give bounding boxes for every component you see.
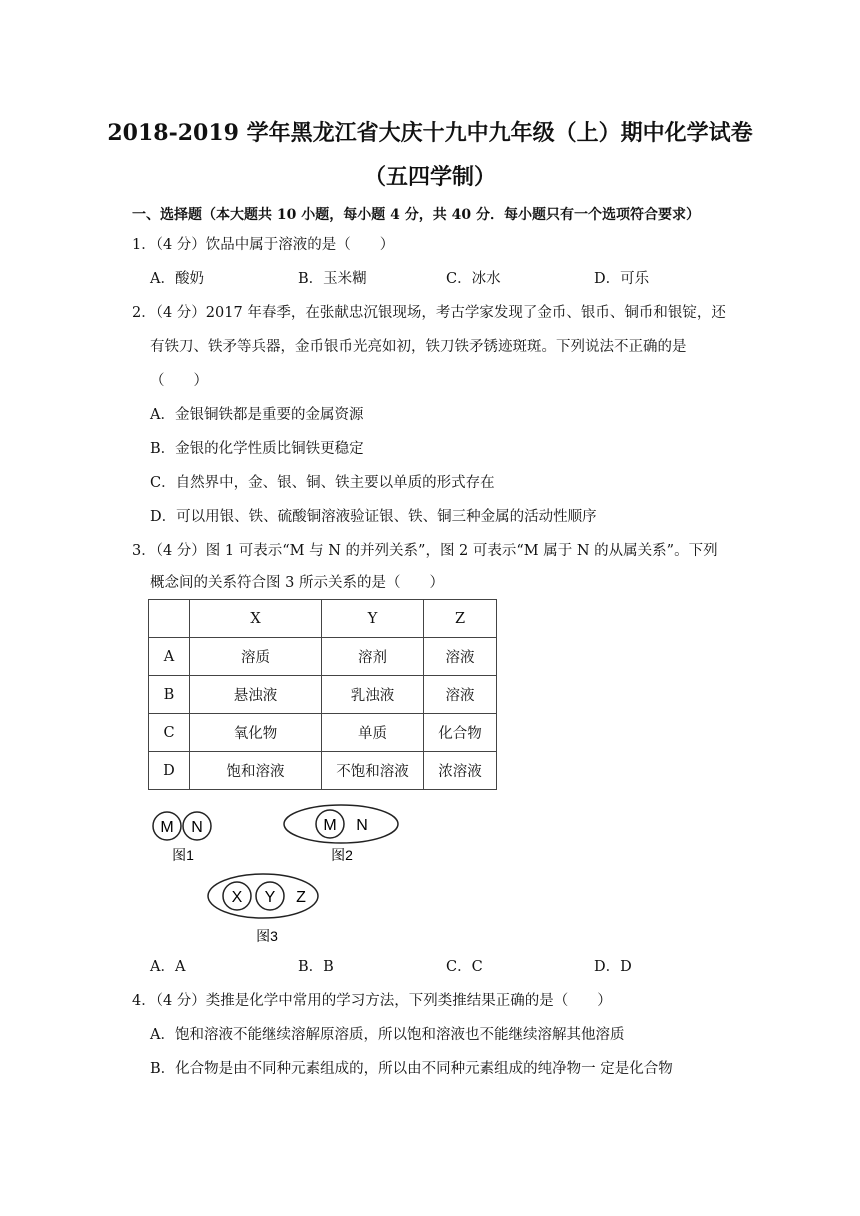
figure-3	[208, 874, 318, 944]
fig3-label-x: X	[231, 889, 243, 906]
fig1-caption: 图1	[172, 847, 194, 863]
table-cell: 乳浊液	[322, 676, 424, 714]
q1-option-c: C．冰水	[446, 271, 501, 287]
table-cell: 氧化物	[190, 714, 322, 752]
q1-option-d: D．可乐	[594, 271, 650, 287]
q3-concept-table	[148, 599, 497, 790]
q2-option-c: C．自然界中，金、银、铜、铁主要以单质的形式存在	[150, 475, 495, 491]
table-cell: 溶剂	[322, 638, 424, 676]
q2-stem-line1: 2．（4 分）2017 年春季，在张献忠沉银现场，考古学家发现了金币、银币、铜币和银锭，还	[132, 305, 726, 321]
fig2-label-m: M	[323, 817, 337, 834]
fig2-caption: 图2	[331, 847, 353, 863]
page-subtitle: （五四学制）	[363, 164, 496, 190]
fig3-caption: 图3	[256, 928, 278, 944]
table-header-cell	[149, 600, 190, 638]
q1-stem: 1．（4 分）饮品中属于溶液的是（ ）	[132, 237, 395, 253]
q2-stem-line2: 有铁刀、铁矛等兵器，金币银币光亮如初，铁刀铁矛锈迹斑斑。下列说法不正确的是	[150, 339, 687, 355]
fig2-label-n: N	[356, 817, 368, 834]
table-cell: 浓溶液	[424, 752, 497, 790]
table-cell: D	[149, 752, 190, 790]
table-row	[149, 752, 497, 790]
table-header-cell: Y	[322, 600, 424, 638]
table-cell: 悬浊液	[190, 676, 322, 714]
q3-relationship-figures	[140, 795, 420, 955]
q2-option-d: D．可以用银、铁、硫酸铜溶液验证银、铁、铜三种金属的活动性顺序	[150, 509, 597, 525]
table-row	[149, 638, 497, 676]
table-cell: 溶液	[424, 676, 497, 714]
table-header-row	[149, 600, 497, 638]
q3-stem-line2: 概念间的关系符合图 3 所示关系的是（ ）	[150, 575, 444, 591]
q2-option-b: B．金银的化学性质比铜铁更稳定	[150, 441, 364, 457]
section-heading: 一、选择题（本大题共 10 小题，每小题 4 分，共 40 分．每小题只有一个选项符合要求）	[132, 207, 700, 223]
fig3-label-y: Y	[264, 889, 276, 906]
q2-stem-line3: （ ）	[150, 373, 208, 389]
table-cell: A	[149, 638, 190, 676]
q4-option-b: B．化合物是由不同种元素组成的，所以由不同种元素组成的纯净物一 定是化合物	[150, 1061, 673, 1077]
table-cell: 溶液	[424, 638, 497, 676]
table-cell: B	[149, 676, 190, 714]
q4-stem: 4．（4 分）类推是化学中常用的学习方法，下列类推结果正确的是（ ）	[132, 993, 612, 1009]
table-header-cell: Z	[424, 600, 497, 638]
figure-2	[284, 805, 398, 863]
table-cell: 不饱和溶液	[322, 752, 424, 790]
fig2-ellipse-n	[284, 805, 398, 843]
q3-option-c: C．C	[446, 959, 483, 975]
page-title: 2018-2019 学年黑龙江省大庆十九中九年级（上）期中化学试卷	[107, 120, 753, 146]
q4-option-a: A．饱和溶液不能继续溶解原溶质，所以饱和溶液也不能继续溶解其他溶质	[150, 1027, 625, 1043]
fig3-label-z: Z	[296, 889, 306, 906]
fig1-label-m: M	[160, 819, 174, 836]
q3-option-a: A．A	[150, 959, 186, 975]
q2-option-a: A．金银铜铁都是重要的金属资源	[150, 407, 364, 423]
q3-stem-line1: 3．（4 分）图 1 可表示“M 与 N 的并列关系”，图 2 可表示“M 属于 N 的从属关系”。下列	[132, 543, 718, 559]
table-cell: C	[149, 714, 190, 752]
fig1-label-n: N	[191, 819, 203, 836]
table-row	[149, 676, 497, 714]
table-cell: 化合物	[424, 714, 497, 752]
q3-option-b: B．B	[298, 959, 334, 975]
q3-option-d: D．D	[594, 959, 632, 975]
table-header-cell: X	[190, 600, 322, 638]
table-cell: 饱和溶液	[190, 752, 322, 790]
q1-option-b: B．玉米糊	[298, 271, 367, 287]
figure-1	[153, 812, 211, 863]
q1-option-a: A．酸奶	[150, 271, 204, 287]
table-cell: 单质	[322, 714, 424, 752]
table-row	[149, 714, 497, 752]
table-cell: 溶质	[190, 638, 322, 676]
